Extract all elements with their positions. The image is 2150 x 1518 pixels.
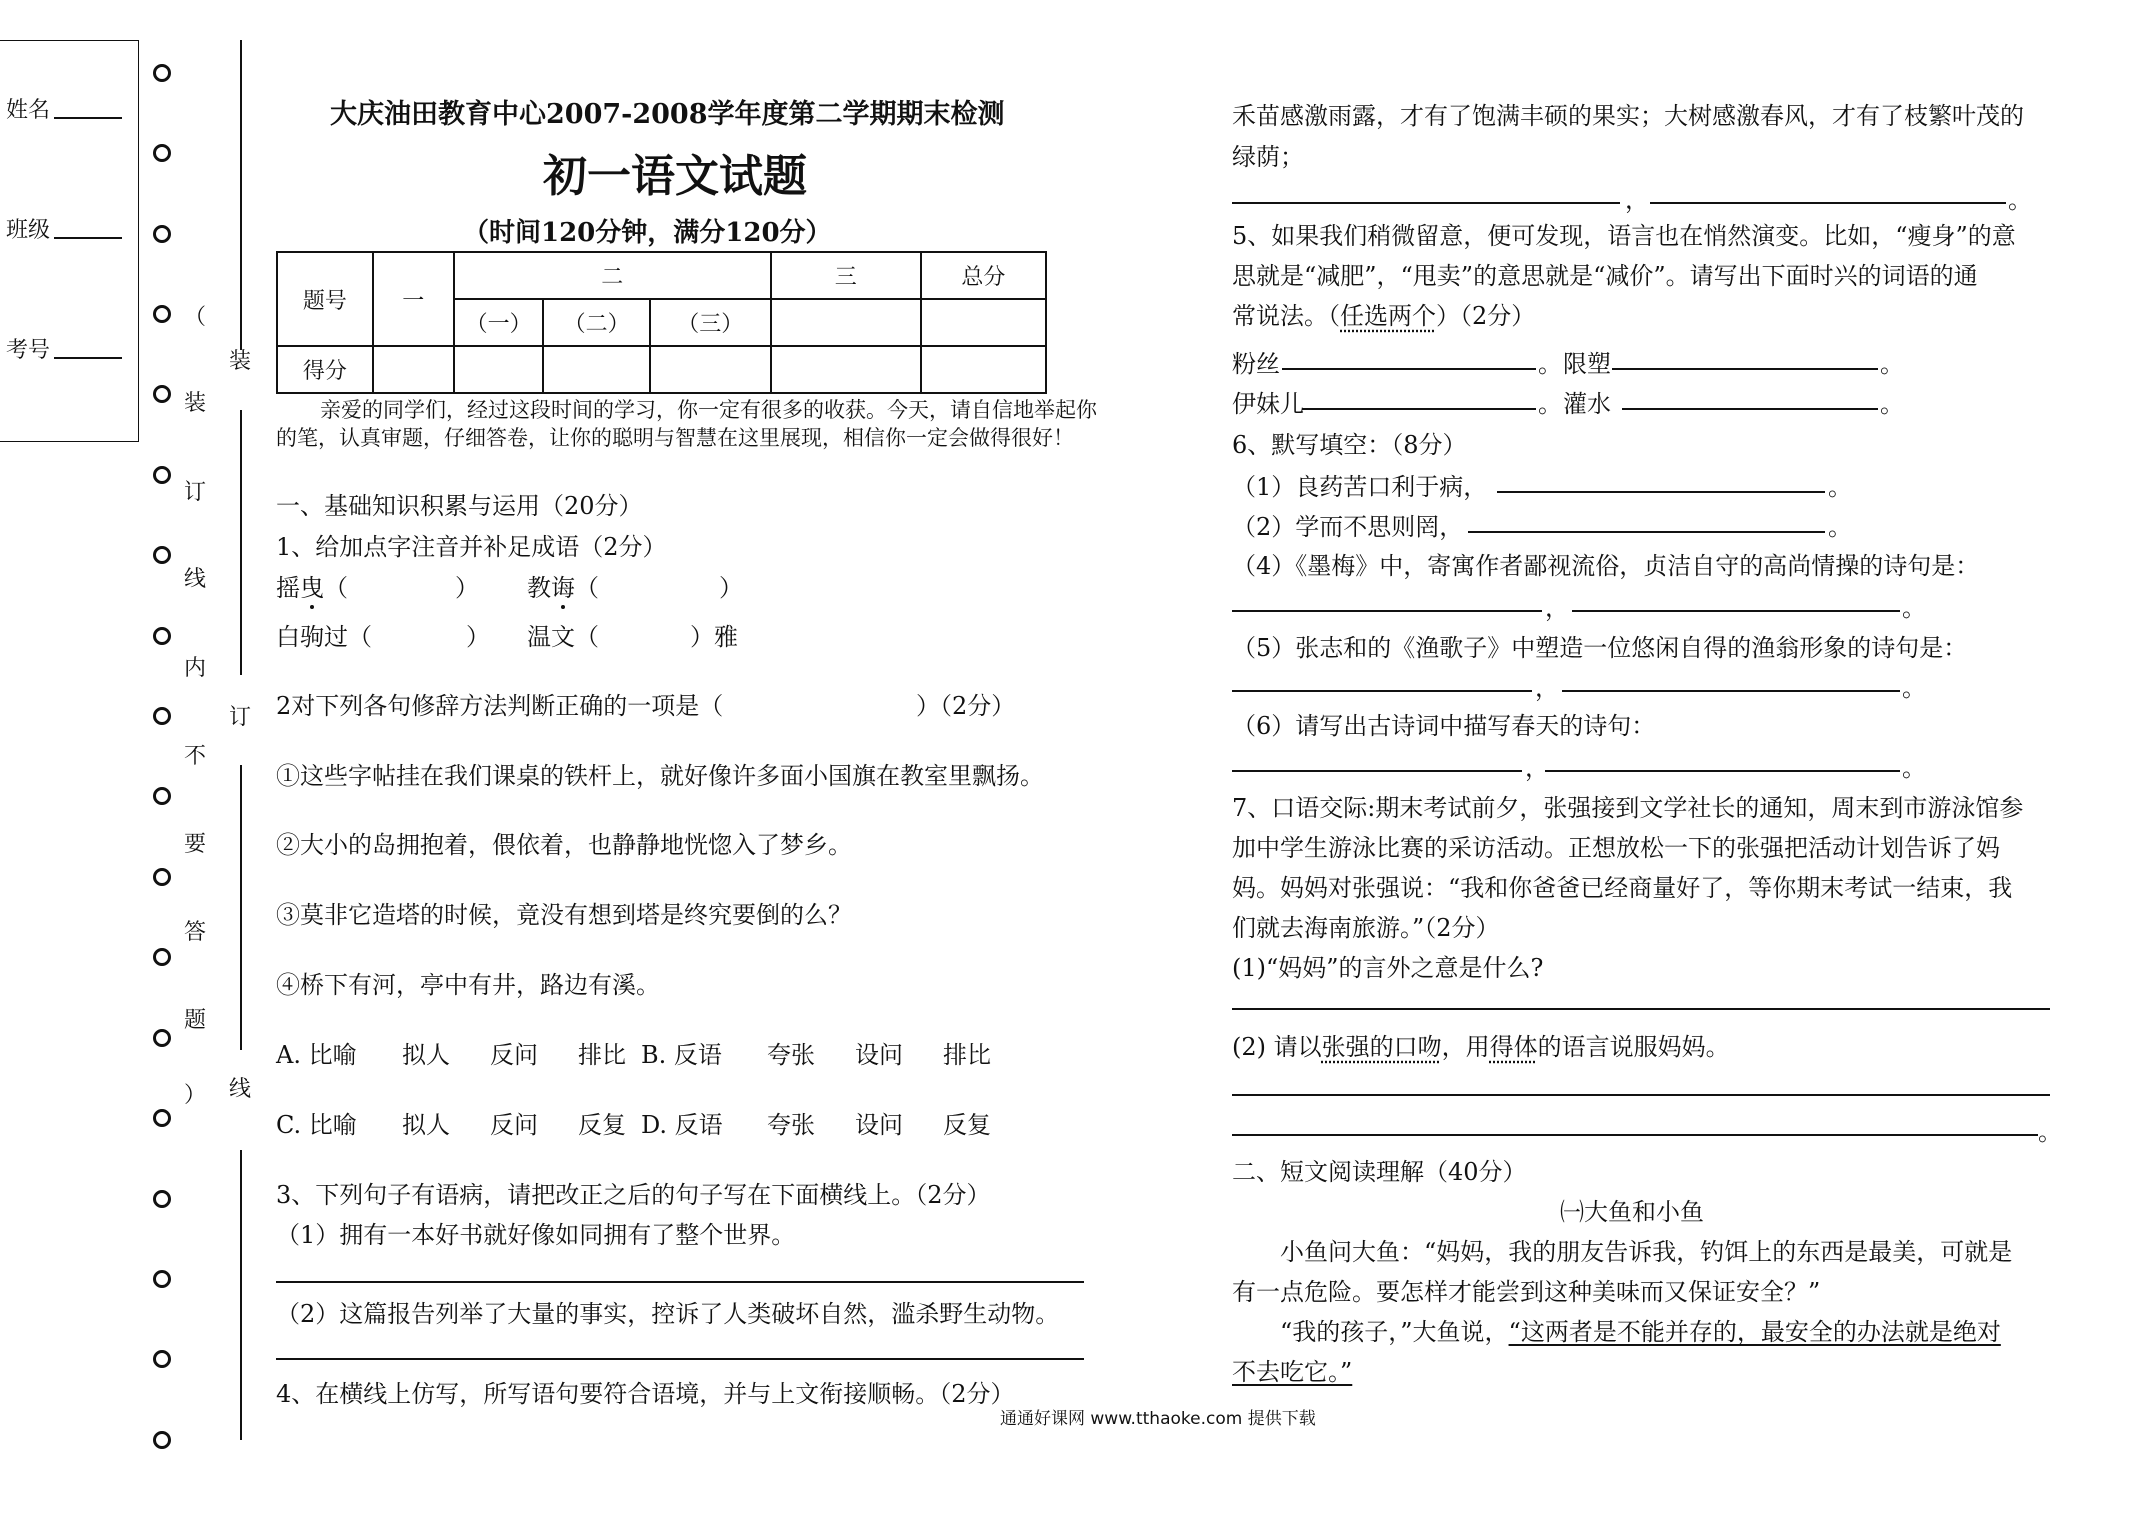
- binding-hole: [153, 627, 171, 645]
- q4-separator: ，: [1625, 186, 1649, 214]
- q5-text-line-1: 5、如果我们稍微留意，便可发现，语言也在悄然演变。比如，“瘦身”的意: [1232, 222, 2016, 250]
- q7-text-line-4: 们就去海南旅游。”（2分）: [1232, 914, 1500, 942]
- score-table-col: 一: [373, 252, 454, 346]
- binding-outer-char: 订: [229, 705, 252, 730]
- q6-answer-line-6a[interactable]: [1232, 770, 1522, 772]
- q1-item-4-end: ）雅: [690, 623, 738, 651]
- q6-answer-line-1[interactable]: [1497, 491, 1825, 493]
- binding-char: 答: [184, 920, 207, 945]
- q5-answer-line-4[interactable]: [1622, 408, 1878, 410]
- binding-hole: [153, 64, 171, 82]
- passage-title: ㈠大鱼和小鱼: [1560, 1198, 1704, 1226]
- q6-end: 。: [1828, 513, 1852, 541]
- footer-source: 通通好课网 www.tthaoke.com 提供下载: [1000, 1409, 1316, 1429]
- binding-line: [240, 1150, 242, 1440]
- binding-line: [240, 40, 242, 350]
- q5-dot: 。: [1880, 350, 1904, 378]
- q6-item-2: （2）学而不思则罔，: [1232, 513, 1464, 541]
- q2-sentence-4: ④桥下有河，亭中有井，路边有溪。: [276, 971, 660, 999]
- q7-answer-line-3[interactable]: [1232, 1134, 2038, 1136]
- score-table-header: 得分: [277, 346, 373, 393]
- q1-item-2: 教诲（: [527, 574, 599, 602]
- binding-hole: [153, 948, 171, 966]
- option-label: 拟人: [402, 1041, 450, 1069]
- q7-answer-line-1[interactable]: [1232, 1008, 2050, 1010]
- name-field[interactable]: [54, 117, 122, 119]
- q3-sentence-1: （1）拥有一本好书就好像如同拥有了整个世界。: [276, 1221, 796, 1249]
- binding-char: 不: [184, 744, 207, 769]
- q6-answer-line-2[interactable]: [1468, 531, 1825, 533]
- score-cell[interactable]: [543, 346, 649, 393]
- q7-answer-line-2[interactable]: [1232, 1094, 2050, 1096]
- q5-word-3: 伊妹儿: [1232, 390, 1304, 418]
- q1-item-1: 摇曳（: [276, 574, 348, 602]
- section1-heading: 一、基础知识积累与运用（20分）: [276, 492, 643, 520]
- q5-text-line-3: 常说法。（任选两个）（2分）: [1232, 302, 1536, 330]
- score-table-col: 二: [454, 252, 771, 299]
- option-label: 反问: [490, 1041, 538, 1069]
- passage-line-3: “我的孩子，”大鱼说，“这两者是不能并存的，最安全的办法就是绝对: [1280, 1318, 2001, 1346]
- binding-char: 题: [184, 1008, 207, 1033]
- q7-end: 。: [2038, 1118, 2062, 1146]
- q2-sentence-2: ②大小的岛拥抱着，偎依着，也静静地恍惚入了梦乡。: [276, 831, 852, 859]
- q6-item-6: （6）请写出古诗词中描写春天的诗句：: [1232, 712, 1656, 740]
- class-field[interactable]: [54, 237, 122, 239]
- score-cell[interactable]: [921, 346, 1046, 393]
- q5-answer-line-3[interactable]: [1302, 408, 1536, 410]
- q7-text-line-2: 加中学生游泳比赛的采访活动。正想放松一下的张强把活动计划告诉了妈: [1232, 834, 2000, 862]
- score-table-subcol: （二）: [543, 299, 649, 346]
- q3-answer-line-1[interactable]: [276, 1281, 1084, 1283]
- q3-title: 3、下列句子有语病，请把改正之后的句子写在下面横线上。（2分）: [276, 1181, 991, 1209]
- option-label: 反复: [943, 1111, 991, 1139]
- q5-dot: 。: [1880, 390, 1904, 418]
- q1-item-4: 温文（: [527, 623, 599, 651]
- q1-item-2-end: ）: [719, 574, 743, 602]
- option-label: 排比: [943, 1041, 991, 1069]
- score-cell[interactable]: [373, 346, 454, 393]
- q1-item-3: 白驹过（: [276, 623, 372, 651]
- binding-char: 内: [184, 656, 207, 681]
- option-label: 反问: [490, 1111, 538, 1139]
- q5-dot: 。: [1538, 350, 1562, 378]
- page-title: 初一语文试题: [543, 151, 807, 202]
- section2-heading: 二、短文阅读理解（40分）: [1232, 1158, 1527, 1186]
- binding-char: （: [184, 305, 207, 330]
- q6-answer-line-4a[interactable]: [1232, 610, 1542, 612]
- option-label[interactable]: C. 比喻: [276, 1111, 357, 1139]
- binding-hole: [153, 1350, 171, 1368]
- q5-text-line-2: 思就是“减肥”，“甩卖”的意思就是“减价”。请写出下面时兴的词语的通: [1232, 262, 1978, 290]
- q2-title-end: ）（2分）: [916, 692, 1016, 720]
- q6-end: 。: [1902, 754, 1926, 782]
- option-label: 设问: [855, 1111, 903, 1139]
- q3-answer-line-2[interactable]: [276, 1358, 1084, 1360]
- q3-sentence-2: （2）这篇报告列举了大量的事实，控诉了人类破坏自然，滥杀野生动物。: [276, 1300, 1060, 1328]
- binding-char: ）: [184, 1083, 207, 1108]
- q6-answer-line-6b[interactable]: [1545, 770, 1900, 772]
- q4-answer-line-1[interactable]: [1232, 202, 1620, 204]
- passage-line-2: 有一点危险。要怎样才能尝到这种美味而又保证安全？”: [1232, 1278, 1821, 1306]
- binding-hole: [153, 1190, 171, 1208]
- binding-outer-char: 线: [229, 1077, 252, 1102]
- q7-sub-2: (2) 请以张强的口吻，用得体的语言说服妈妈。: [1232, 1033, 1730, 1061]
- exam-subtitle: 大庆油田教育中心2007-2008学年度第二学期期末检测: [330, 99, 1005, 130]
- q5-dot: 。: [1538, 390, 1562, 418]
- q4-context-line-2: 绿荫；: [1232, 143, 1304, 171]
- q1-item-1-end: ）: [455, 574, 479, 602]
- score-table-subcol: （三）: [650, 299, 771, 346]
- q2-title: 2对下列各句修辞方法判断正确的一项是（: [276, 692, 724, 720]
- class-label: 班级: [6, 218, 51, 243]
- binding-hole: [153, 144, 171, 162]
- q6-end: 。: [1828, 473, 1852, 501]
- binding-hole: [153, 1109, 171, 1127]
- score-cell[interactable]: [771, 346, 921, 393]
- binding-char: 要: [184, 832, 207, 857]
- option-label: 设问: [855, 1041, 903, 1069]
- q1-title: 1、给加点字注音并补足成语（2分）: [276, 533, 667, 561]
- q5-word-2: 限塑: [1563, 350, 1611, 378]
- score-cell[interactable]: [454, 346, 544, 393]
- binding-hole: [153, 1029, 171, 1047]
- option-label: 反复: [578, 1111, 626, 1139]
- score-table-col: 三: [771, 252, 921, 299]
- q5-answer-line-1[interactable]: [1282, 368, 1536, 370]
- score-cell[interactable]: [650, 346, 771, 393]
- option-label: 夸张: [767, 1111, 815, 1139]
- q4-end: 。: [2008, 186, 2032, 214]
- binding-hole: [153, 385, 171, 403]
- q4-answer-line-2[interactable]: [1650, 202, 2006, 204]
- q7-sub-1: (1)“妈妈”的言外之意是什么?: [1232, 954, 1544, 982]
- q6-answer-line-5b[interactable]: [1562, 690, 1900, 692]
- binding-hole: [153, 305, 171, 323]
- q5-word-1: 粉丝: [1232, 350, 1280, 378]
- passage-line-1: 小鱼问大鱼：“妈妈，我的朋友告诉我，钓饵上的东西是最美，可就是: [1280, 1238, 2013, 1266]
- time-info: （时间120分钟，满分120分）: [463, 218, 832, 248]
- q6-sep: ，: [1525, 754, 1549, 782]
- score-table-subcol: （一）: [454, 299, 544, 346]
- q4-context-line-1: 禾苗感激雨露，才有了饱满丰硕的果实；大树感激春风，才有了枝繁叶茂的: [1232, 102, 2024, 130]
- passage-line-4: 不去吃它。”: [1232, 1358, 1353, 1386]
- binding-hole: [153, 1270, 171, 1288]
- q5-answer-line-2[interactable]: [1612, 368, 1878, 370]
- q5-word-4: 灌水: [1563, 390, 1611, 418]
- q2-sentence-3: ③莫非它造塔的时候，竟没有想到塔是终究要倒的么？: [276, 901, 852, 929]
- score-table-header: 题号: [277, 252, 373, 346]
- q4-title: 4、在横线上仿写，所写语句要符合语境，并与上文衔接顺畅。（2分）: [276, 1380, 1015, 1408]
- q6-end: 。: [1902, 674, 1926, 702]
- option-label: 拟人: [402, 1111, 450, 1139]
- q6-answer-line-5a[interactable]: [1232, 690, 1532, 692]
- q6-item-5: （5）张志和的《渔歌子》中塑造一位悠闲自得的渔翁形象的诗句是：: [1232, 634, 1968, 662]
- q1-item-3-end: ）: [466, 623, 490, 651]
- q6-answer-line-4b[interactable]: [1572, 610, 1900, 612]
- binding-hole: [153, 546, 171, 564]
- q7-text-line-3: 妈。妈妈对张强说：“我和你爸爸已经商量好了，等你期末考试一结束，我: [1232, 874, 2013, 902]
- binding-hole: [153, 225, 171, 243]
- binding-outer-char: 装: [229, 349, 252, 374]
- intro-paragraph: 亲爱的同学们，经过这段时间的学习，你一定有很多的收获。今天，请自信地举起你的笔，认真审题，仔细答卷，让你的聪明与智慧在这里展现，相信你一定会做得很好！: [276, 398, 1097, 450]
- name-label: 姓名: [6, 98, 51, 123]
- binding-char: 订: [184, 480, 207, 505]
- q2-sentence-1: ①这些字帖挂在我们课桌的铁杆上，就好像许多面小国旗在教室里飘扬。: [276, 762, 1044, 790]
- binding-hole: [153, 707, 171, 725]
- binding-hole: [153, 868, 171, 886]
- binding-line: [240, 410, 242, 675]
- score-table: [276, 251, 1047, 394]
- binding-line: [240, 765, 242, 1050]
- q6-title: 6、默写填空：（8分）: [1232, 431, 1467, 459]
- q6-end: 。: [1902, 594, 1926, 622]
- option-label[interactable]: D. 反语: [641, 1111, 723, 1139]
- binding-hole: [153, 787, 171, 805]
- q6-item-1: （1）良药苦口利于病，: [1232, 473, 1488, 501]
- binding-hole: [153, 1431, 171, 1449]
- option-label: 夸张: [767, 1041, 815, 1069]
- option-label[interactable]: A. 比喻: [276, 1041, 357, 1069]
- binding-char: 装: [184, 391, 207, 416]
- q6-item-4: （4）《墨梅》中，寄寓作者鄙视流俗，贞洁自守的高尚情操的诗句是：: [1232, 552, 1980, 580]
- binding-hole: [153, 466, 171, 484]
- option-label: 排比: [578, 1041, 626, 1069]
- option-label[interactable]: B. 反语: [641, 1041, 722, 1069]
- q6-sep: ，: [1535, 674, 1559, 702]
- q6-sep: ，: [1545, 594, 1569, 622]
- score-table-col: 总分: [921, 252, 1046, 299]
- exam-number-label: 考号: [6, 338, 51, 363]
- binding-char: 线: [184, 567, 207, 592]
- exam-number-field[interactable]: [54, 357, 122, 359]
- q7-text-line-1: 7、口语交际:期末考试前夕，张强接到文学社长的通知，周末到市游泳馆参: [1232, 794, 2024, 822]
